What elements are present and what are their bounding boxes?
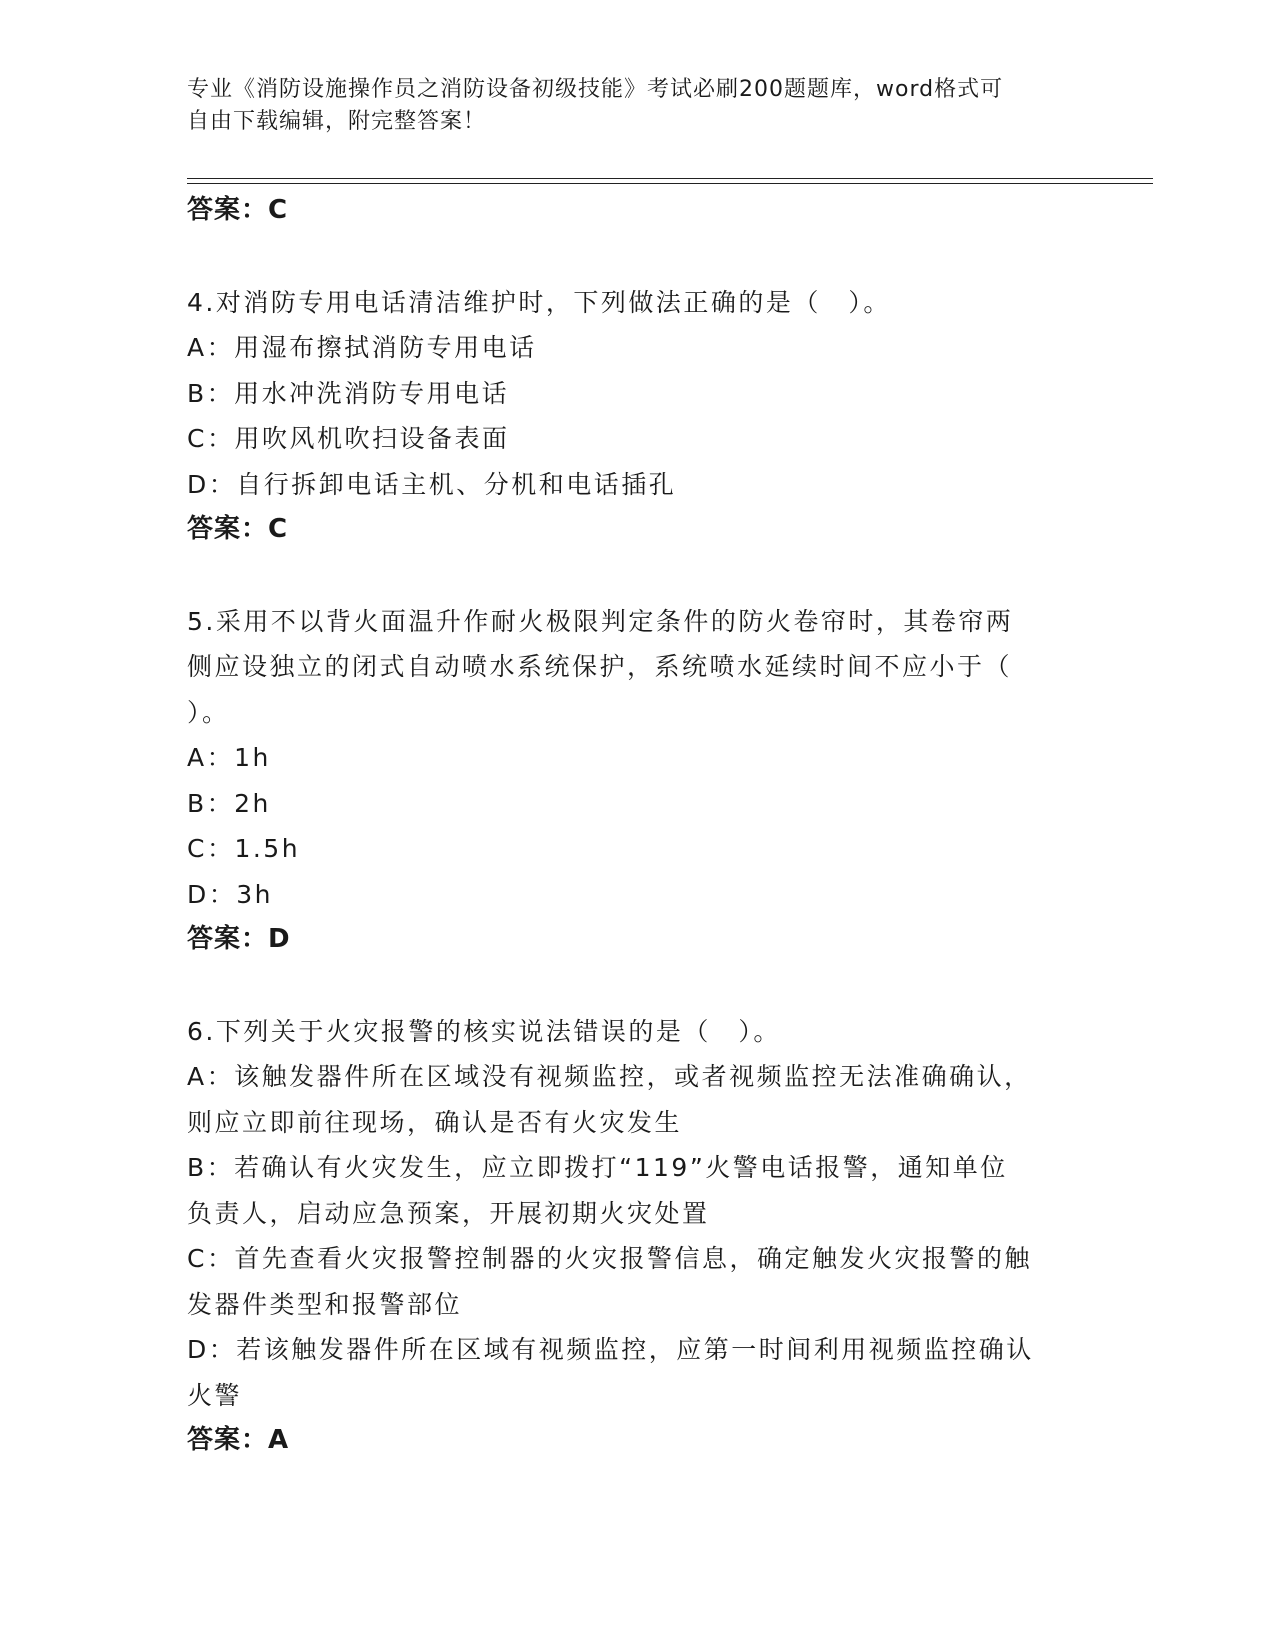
answer: 答案：D [187,924,291,954]
header-line-2: 自由下载编辑，附完整答案！ [187,109,487,134]
option-d: D：3h [187,879,274,909]
answer: 答案：A [187,1425,290,1455]
option-b: B：用水冲洗消防专用电话 [187,378,510,408]
header-rule-top [187,178,1153,179]
option-c: C：用吹风机吹扫设备表面 [187,424,510,453]
option-d: D：自行拆卸电话主机、分机和电话插孔 [187,469,677,499]
spacer [187,553,1087,599]
question-stem-line: 5.采用不以背火面温升作耐火极限判定条件的防火卷帘时，其卷帘两 [187,606,1014,636]
spacer [187,963,1087,1009]
option-b-continued: 负责人，启动应急预案，开展初期火灾处置 [187,1198,710,1228]
option-b: B：2h [187,788,271,818]
option-a: A：该触发器件所在区域没有视频监控，或者视频监控无法准确确认， [187,1062,1032,1091]
option-c-continued: 发器件类型和报警部位 [187,1289,463,1319]
question-5 [187,599,1087,963]
question-stem-line: 侧应设独立的闭式自动喷水系统保护，系统喷水延续时间不应小于（ [187,652,1013,681]
question-stem-line: 4.对消防专用电话清洁维护时，下列做法正确的是（ ）。 [187,287,891,317]
option-a: A：用湿布擦拭消防专用电话 [187,333,537,362]
option-b: B：若确认有火灾发生，应立即拨打“119”火警电话报警，通知单位 [187,1153,1008,1182]
option-a-continued: 则应立即前往现场，确认是否有火灾发生 [187,1107,683,1137]
previous-answer: 答案：C [187,195,289,225]
document-header [187,74,1067,138]
question-4 [187,280,1087,553]
spacer [187,234,1087,280]
question-6 [187,1009,1087,1464]
question-stem-line: 6.下列关于火灾报警的核实说法错误的是（ ）。 [187,1016,781,1046]
option-d-continued: 火警 [187,1380,243,1410]
header-line-1: 专业《消防设施操作员之消防设备初级技能》考试必刷200题题库，word格式可 [187,77,1004,102]
header-rule-bottom [187,183,1153,184]
answer: 答案：C [187,514,289,544]
option-c: C：1.5h [187,834,301,863]
document-body [187,188,1087,1464]
question-stem-line: ）。 [187,697,230,727]
option-c: C：首先查看火灾报警控制器的火灾报警信息，确定触发火灾报警的触 [187,1244,1032,1273]
option-a: A：1h [187,743,271,772]
option-d: D：若该触发器件所在区域有视频监控，应第一时间利用视频监控确认 [187,1335,1034,1364]
